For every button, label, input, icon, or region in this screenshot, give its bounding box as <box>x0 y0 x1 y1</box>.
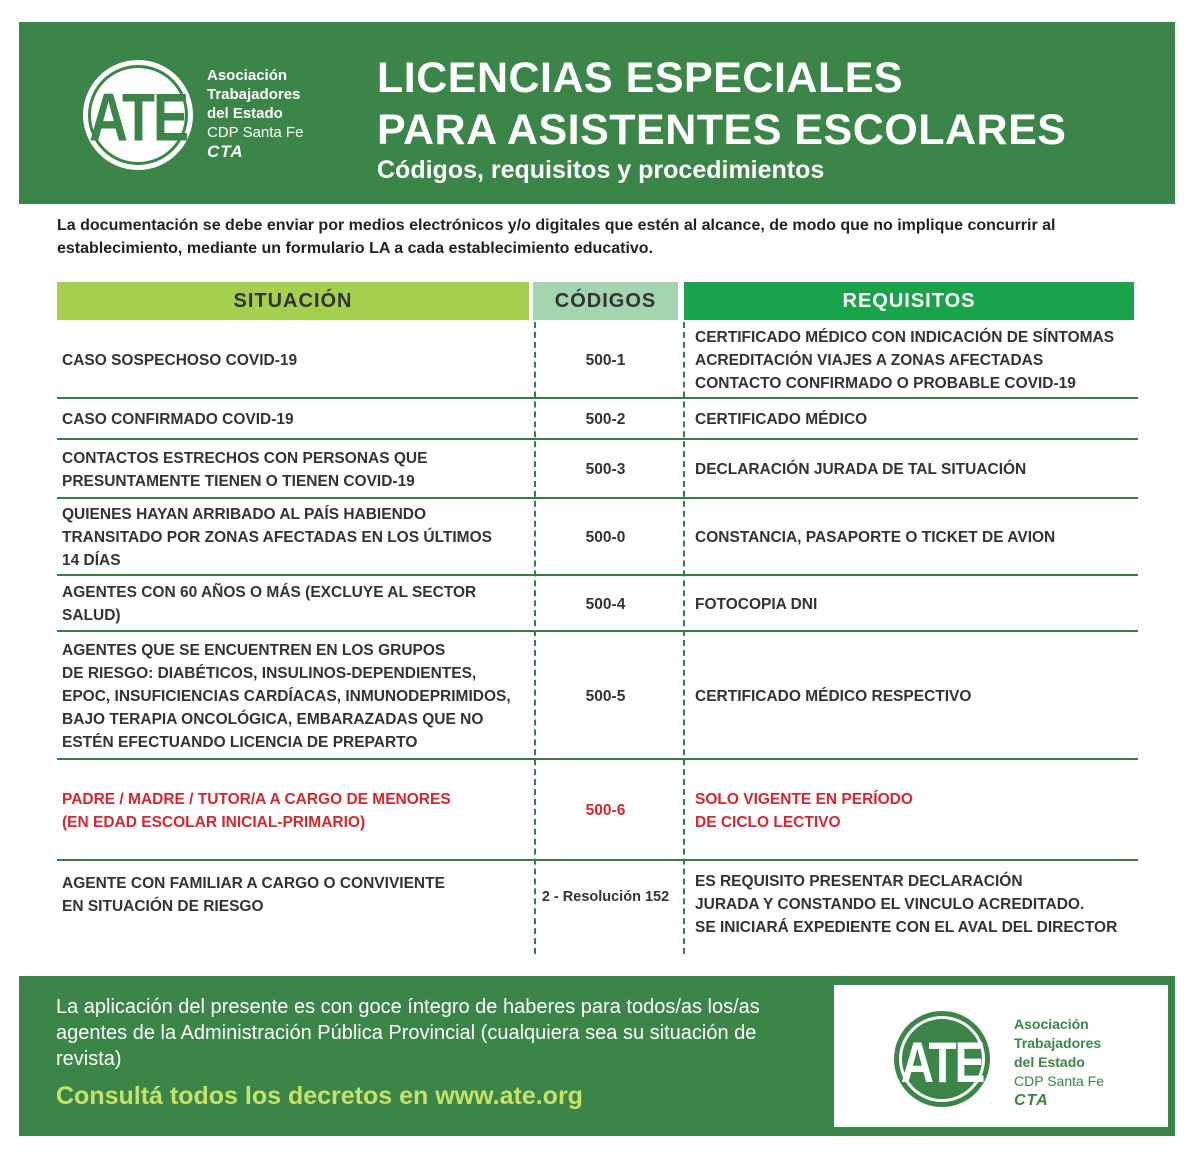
situacion-cell: AGENTES CON 60 AÑOS O MÁS (EXCLUYE AL SECTOR SALUD) <box>62 584 477 624</box>
cta-logo: CTA <box>1014 1092 1049 1109</box>
requisitos-cell: CERTIFICADO MÉDICO CON INDICACIÓN DE SÍNTOMAS ACREDITACIÓN VIAJES A ZONAS AFECTADAS CONTACTO CONFIRMADO O PROBABLE COVID-19 <box>695 329 1115 392</box>
page-subtitle: Códigos, requisitos y procedimientos <box>377 156 825 184</box>
org-line-4: CDP Santa Fe <box>1014 1073 1105 1089</box>
codigo-cell: 2 - Resolución 152 <box>541 889 670 905</box>
requisitos-cell: CERTIFICADO MÉDICO RESPECTIVO <box>695 687 972 705</box>
requisitos-cell: DECLARACIÓN JURADA DE TAL SITUACIÓN <box>695 461 1027 478</box>
situacion-cell: AGENTES QUE SE ENCUENTREN EN LOS GRUPOS DE RIESGO: DIABÉTICOS, INSULINOS-DEPENDIENTES, EPOC, INSUFICIENCIAS CARDÍACAS, INMUNODEPRIMIDOS, BAJO TERAPIA ONCOLÓGICA, EMBARAZADAS QUE NO ESTÉN EFECTUANDO LICENCIA DE PREPARTO <box>62 641 511 751</box>
header-requisitos: REQUISITOS <box>684 282 1134 320</box>
org-name <box>207 66 303 161</box>
ate-logo <box>894 1011 990 1107</box>
table-row <box>57 499 1138 576</box>
situacion-cell: QUIENES HAYAN ARRIBADO AL PAÍS HABIENDO TRANSITADO POR ZONAS AFECTADAS EN LOS ÚLTIMOS 14 DÍAS <box>62 506 492 569</box>
situacion-cell: CASO SOSPECHOSO COVID-19 <box>62 352 298 369</box>
table-row <box>57 322 1138 399</box>
title-line-2: PARA ASISTENTES ESCOLARES <box>377 106 1067 154</box>
table-row <box>57 861 1138 954</box>
title-line-1: LICENCIAS ESPECIALES <box>377 54 904 102</box>
header-banner <box>19 22 1175 204</box>
footer-logo-box <box>832 983 1170 1129</box>
header-situacion: SITUACIÓN <box>57 282 529 320</box>
org-line-1: Asociación <box>1014 1016 1089 1032</box>
situacion-cell: CASO CONFIRMADO COVID-19 <box>62 411 294 428</box>
table-row <box>57 440 1138 499</box>
table-row <box>57 632 1138 760</box>
org-line-3: del Estado <box>1014 1054 1085 1070</box>
org-line-1: Asociación <box>207 67 288 84</box>
org-line-2: Trabajadores <box>1014 1035 1102 1051</box>
footer-text: La aplicación del presente es con goce íntegro de haberes para todos/as los/as agentes de la Administración Pública Provincial (cualquiera sea su situación de revista) <box>56 996 760 1070</box>
requisitos-cell: CERTIFICADO MÉDICO <box>695 411 868 428</box>
footer-link-prefix: Consultá todos los decretos en <box>56 1082 436 1110</box>
logo-text: ATE <box>900 1029 984 1095</box>
codigo-cell: 500-2 <box>585 411 626 428</box>
footer-banner <box>19 976 1175 1136</box>
website-link[interactable]: www.ate.org <box>435 1082 583 1110</box>
codigo-cell: 500-1 <box>585 352 626 369</box>
codigo-cell: 500-3 <box>585 461 626 478</box>
situacion-cell: PADRE / MADRE / TUTOR/A A CARGO DE MENORES (EN EDAD ESCOLAR INICIAL-PRIMARIO) <box>62 790 451 831</box>
requisitos-cell: ES REQUISITO PRESENTAR DECLARACIÓN JURADA Y CONSTANDO EL VINCULO ACREDITADO. SE INICIARÁ EXPEDIENTE CON EL AVAL DEL DIRECTOR <box>695 873 1118 936</box>
requisitos-cell: FOTOCOPIA DNI <box>695 595 818 613</box>
org-name <box>1014 1015 1104 1110</box>
codigo-cell: 500-5 <box>585 687 626 705</box>
page-title <box>377 52 1066 156</box>
situacion-cell: CONTACTOS ESTRECHOS CON PERSONAS QUE PRESUNTAMENTE TIENEN O TIENEN COVID-19 <box>62 449 428 490</box>
logo-text: ATE <box>89 80 187 156</box>
footer-cta <box>56 1082 583 1111</box>
codigo-cell: 500-4 <box>585 595 626 613</box>
table-row-highlight <box>57 760 1138 861</box>
codigo-cell: 500-6 <box>585 802 626 819</box>
org-line-4: CDP Santa Fe <box>207 124 304 141</box>
requisitos-cell: CONSTANCIA, PASAPORTE O TICKET DE AVION <box>695 529 1056 546</box>
table-row <box>57 399 1138 440</box>
ate-logo <box>83 60 193 170</box>
org-line-3: del Estado <box>207 105 283 122</box>
situacion-cell: AGENTE CON FAMILIAR A CARGO O CONVIVIENTE EN SITUACIÓN DE RIESGO <box>62 875 445 915</box>
requisitos-cell: SOLO VIGENTE EN PERÍODO DE CICLO LECTIVO <box>695 790 913 831</box>
table-row <box>57 576 1138 632</box>
cta-logo: CTA <box>207 142 244 161</box>
header-codigos: CÓDIGOS <box>533 282 678 320</box>
org-line-2: Trabajadores <box>207 86 301 103</box>
codigo-cell: 500-0 <box>585 529 626 546</box>
intro-paragraph: La documentación se debe enviar por medios electrónicos y/o digitales que estén al alcance, de modo que no implique concurrir al establecimiento, mediante un formulario LA a cada establecimiento educativo. <box>57 217 1056 257</box>
